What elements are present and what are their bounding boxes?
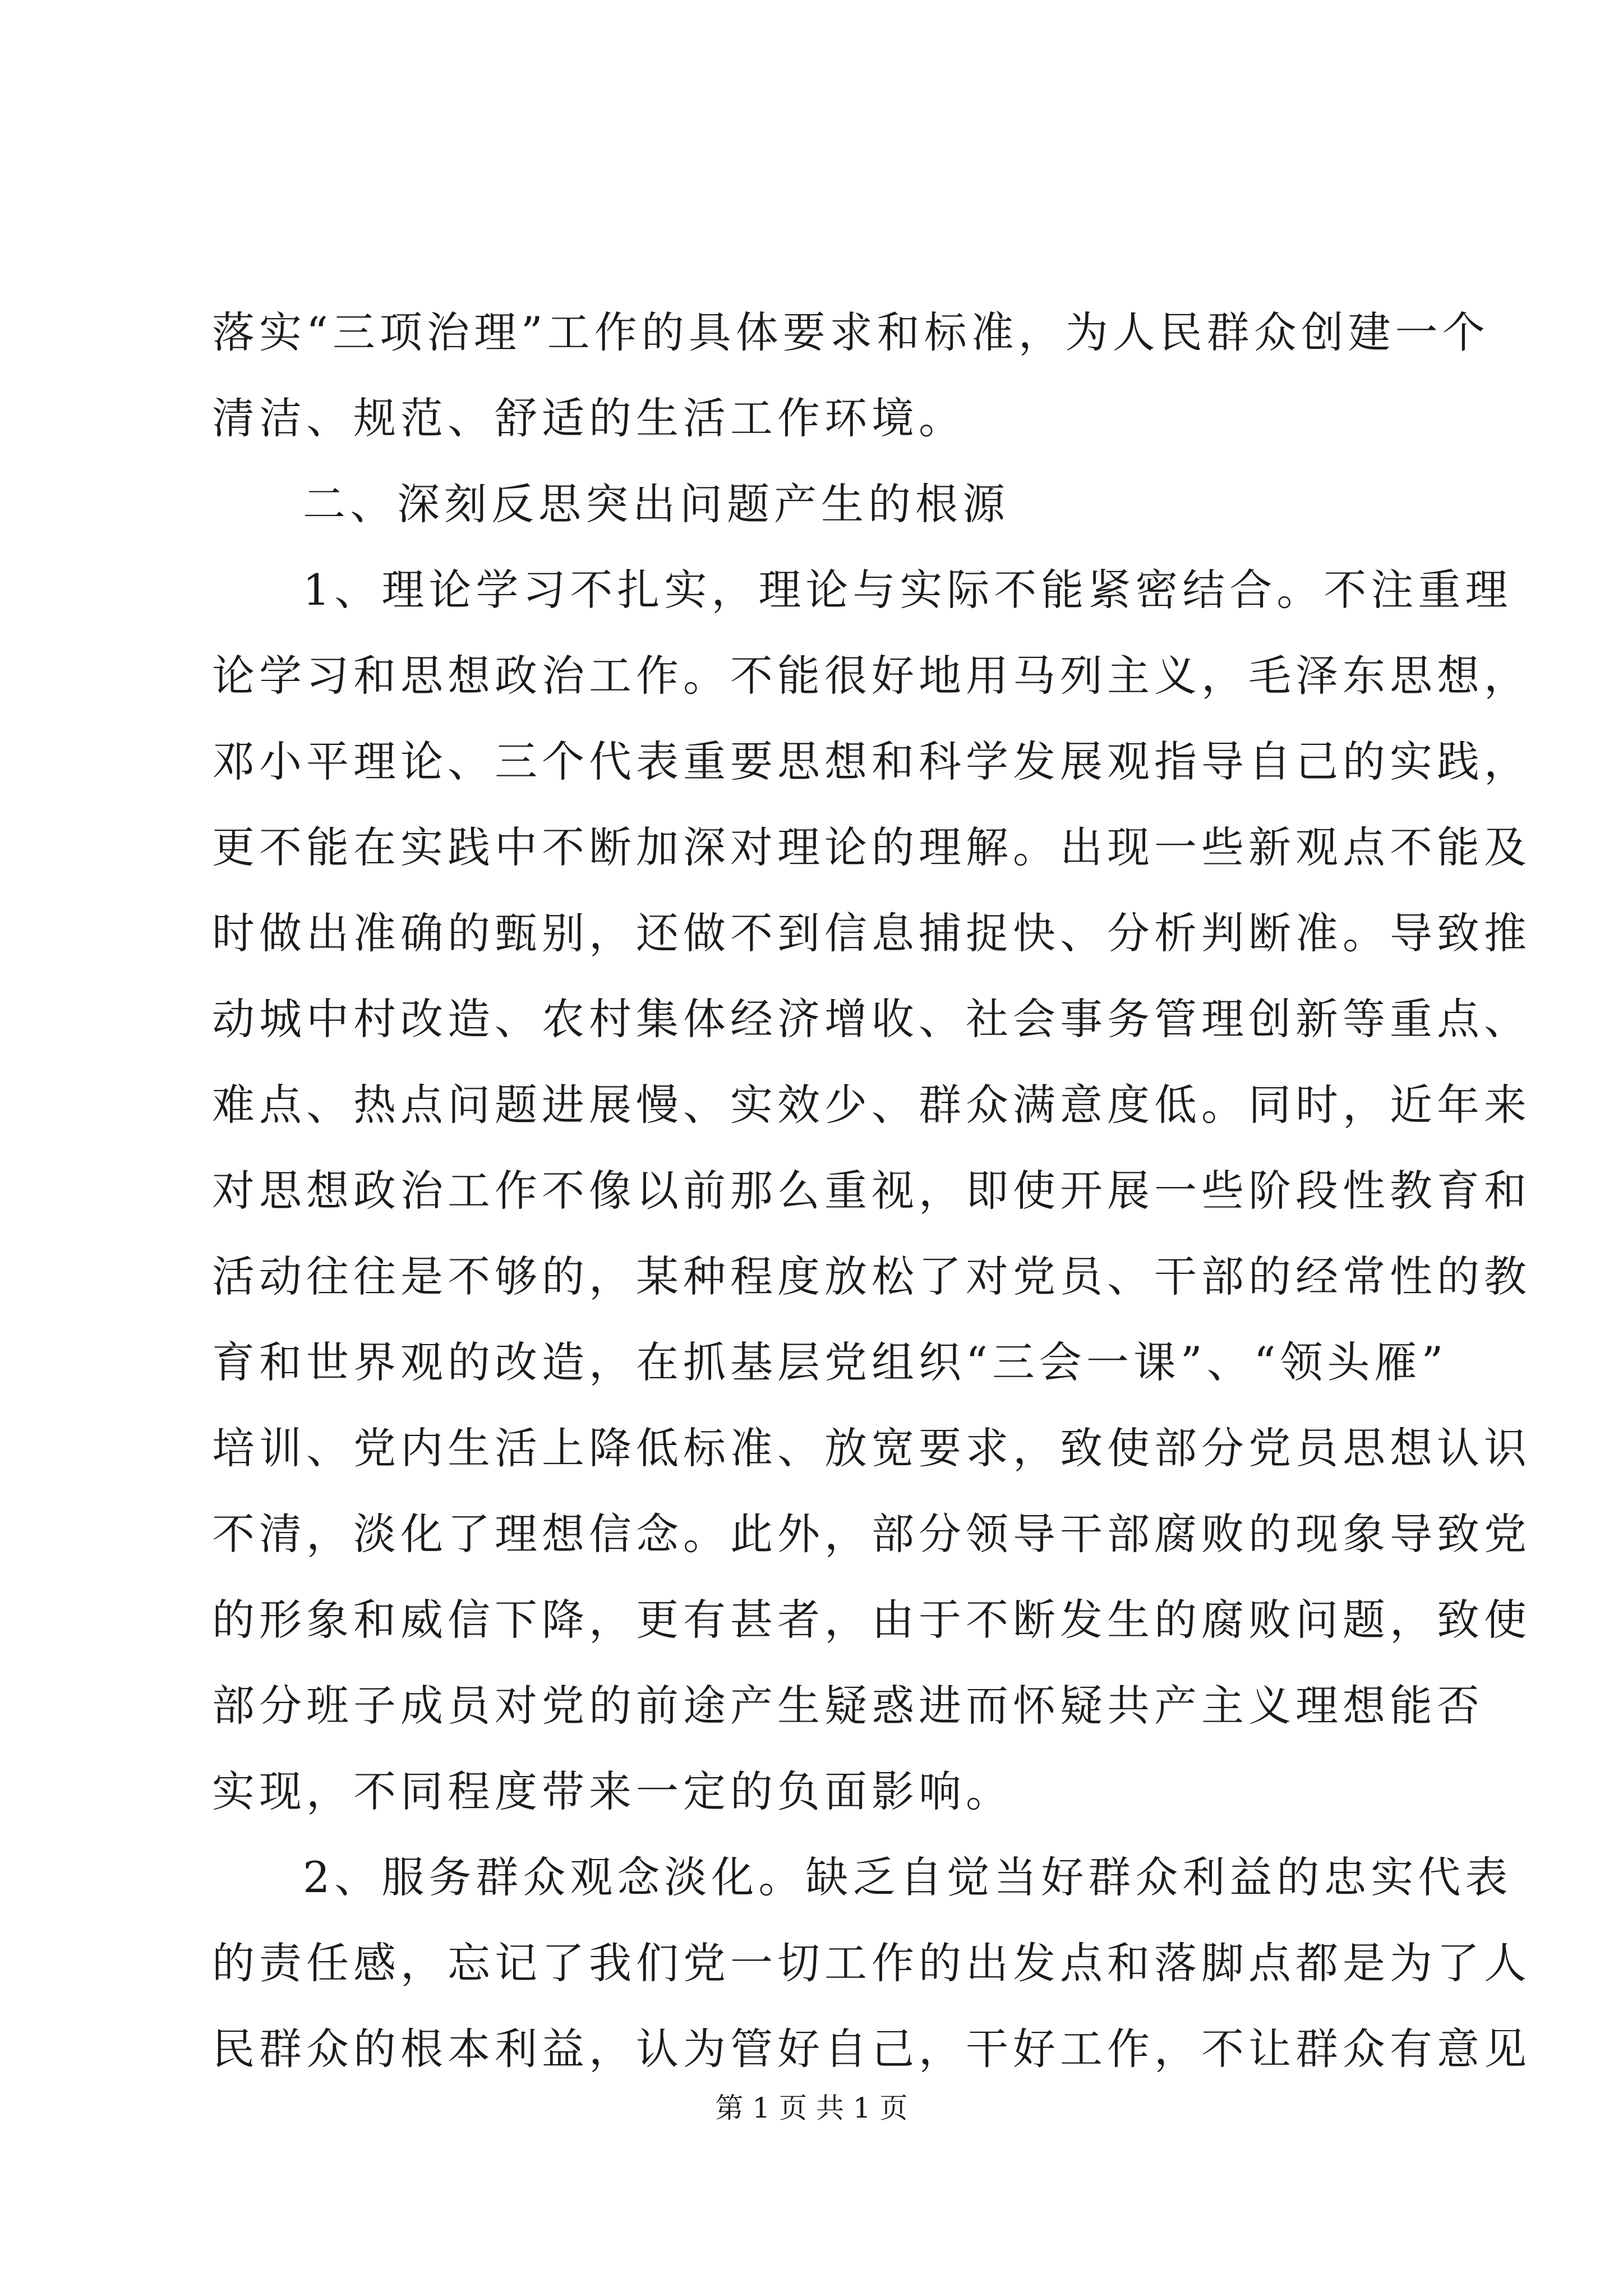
text-line: 活动往往是不够的，某种程度放松了对党员、干部的经常性的教 bbox=[212, 1251, 1531, 1301]
text-line: 邓小平理论、三个代表重要思想和科学发展观指导自己的实践， bbox=[212, 737, 1531, 786]
text-line: 对思想政治工作不像以前那么重视，即使开展一些阶段性教育和 bbox=[212, 1166, 1531, 1216]
text-line: 难点、热点问题进展慢、实效少、群众满意度低。同时，近年来 bbox=[212, 1080, 1531, 1130]
text-line: 论学习和思想政治工作。不能很好地用马列主义，毛泽东思想， bbox=[212, 651, 1531, 701]
text-line: 实现，不同程度带来一定的负面影响。 bbox=[212, 1766, 1013, 1816]
section-heading: 二、深刻反思突出问题产生的根源 bbox=[303, 479, 1009, 529]
text-line: 培训、党内生活上降低标准、放宽要求，致使部分党员思想认识 bbox=[212, 1423, 1531, 1473]
text-line: 时做出准确的甄别，还做不到信息捕捉快、分析判断准。导致推 bbox=[212, 908, 1531, 958]
text-line: 的责任感，忘记了我们党一切工作的出发点和落脚点都是为了人 bbox=[212, 1938, 1531, 1988]
text-line: 不清，淡化了理想信念。此外，部分领导干部腐败的现象导致党 bbox=[212, 1509, 1531, 1559]
text-line: 动城中村改造、农村集体经济增收、社会事务管理创新等重点、 bbox=[212, 994, 1531, 1044]
text-line: 更不能在实践中不断加深对理论的理解。出现一些新观点不能及 bbox=[212, 822, 1531, 872]
text-line: 民群众的根本利益，认为管好自己，干好工作，不让群众有意见 bbox=[212, 2024, 1531, 2074]
page-number-footer: 第 1 页 共 1 页 bbox=[715, 2092, 908, 2124]
text-line: 部分班子成员对党的前途产生疑惑进而怀疑共产主义理想能否 bbox=[212, 1681, 1484, 1731]
text-line: 育和世界观的改造，在抓基层党组织“三会一课”、“领头雁” bbox=[212, 1337, 1448, 1387]
text-line: 2、服务群众观念淡化。缺乏自觉当好群众利益的忠实代表 bbox=[303, 1852, 1513, 1902]
text-line: 1、理论学习不扎实，理论与实际不能紧密结合。不注重理 bbox=[303, 565, 1513, 615]
text-line: 的形象和威信下降，更有甚者，由于不断发生的腐败问题，致使 bbox=[212, 1595, 1531, 1645]
text-line: 清洁、规范、舒适的生活工作环境。 bbox=[212, 393, 966, 443]
text-line: 落实“三项治理”工作的具体要求和标准，为人民群众创建一个 bbox=[212, 307, 1490, 357]
